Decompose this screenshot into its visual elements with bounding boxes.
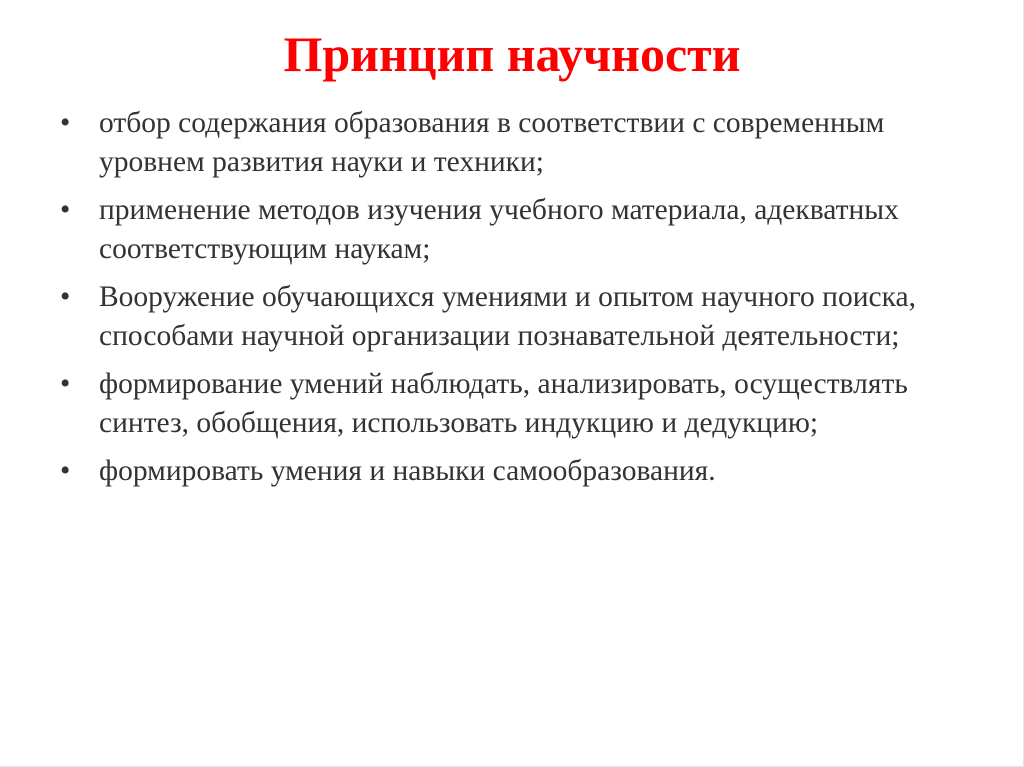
bullet-text: отбор содержания образования в соответствии с современным уровнем развития науки и техники;	[99, 107, 885, 178]
bullet-marker: •	[60, 455, 71, 487]
bullet-item	[60, 278, 980, 356]
bullet-marker: •	[60, 194, 71, 226]
bullet-text: Вооружение обучающихся умениями и опытом научного поиска, способами научной организации познавательной деятельности;	[99, 281, 916, 352]
bullet-list	[60, 104, 980, 500]
bullet-item	[60, 191, 980, 269]
bullet-text: формирование умений наблюдать, анализировать, осуществлять синтез, обобщения, использовать индукцию и дедукцию;	[99, 368, 908, 439]
bullet-marker: •	[60, 281, 71, 313]
bullet-text: формировать умения и навыки самообразования.	[99, 455, 716, 487]
slide-title: Принцип научности	[283, 26, 741, 82]
bullet-text: применение методов изучения учебного материала, адекватных соответствующим наукам;	[99, 194, 899, 265]
bullet-item	[60, 452, 980, 491]
bullet-marker: •	[60, 368, 71, 400]
bullet-item	[60, 365, 980, 443]
bullet-item	[60, 104, 980, 182]
bullet-marker: •	[60, 107, 71, 139]
